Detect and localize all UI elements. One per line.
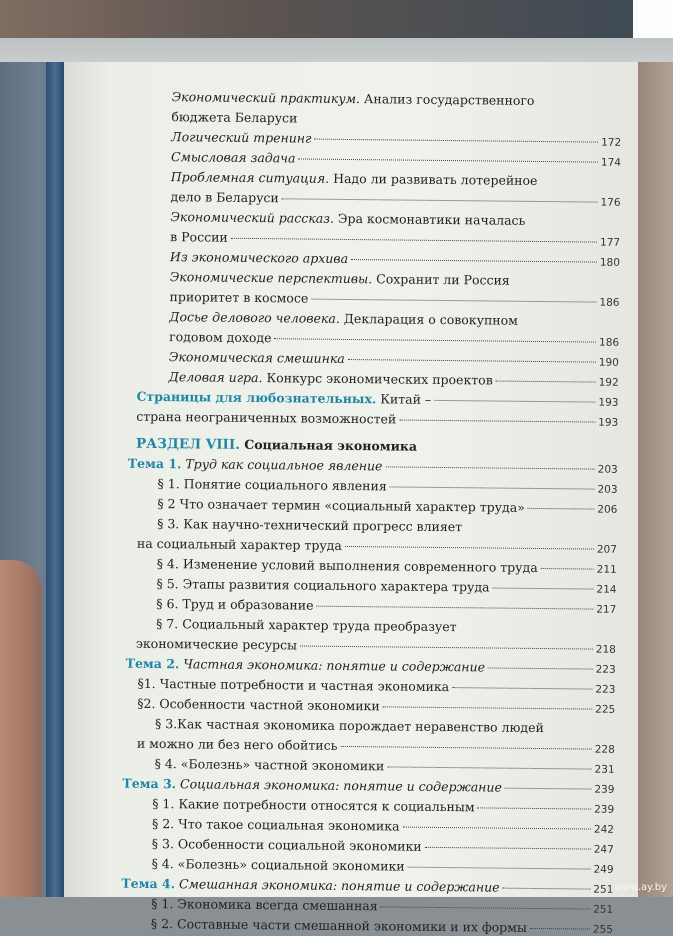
toc-entry [170, 269, 510, 288]
background-photo-band [0, 0, 633, 38]
toc-entry-title [157, 516, 462, 534]
toc-entry-text: § 2 Что означает термин «социальный характер труда» [157, 496, 525, 515]
toc-entry [136, 389, 618, 409]
page-number: 211 [597, 564, 617, 576]
leader-dots [317, 606, 594, 610]
page-number: 174 [601, 157, 621, 169]
page-number: 239 [594, 804, 614, 816]
leader-dots [496, 381, 596, 383]
leader-dots [381, 906, 590, 909]
toc-entry-text: §1. Частные потребности и частная экономика [137, 676, 449, 694]
leader-dots [528, 508, 594, 510]
page-number: 203 [597, 484, 617, 496]
toc-entry [169, 369, 619, 389]
leader-dots [403, 827, 591, 830]
toc-entry-title [169, 369, 493, 387]
toc-entry [152, 816, 614, 836]
toc-entry [152, 856, 614, 876]
toc-entry-title [171, 189, 279, 205]
background-white-corner [633, 0, 673, 38]
toc-entry-title [156, 616, 457, 634]
toc-entry-text: § 3. Особенности социальной экономики [152, 836, 422, 854]
leader-dots [452, 687, 592, 689]
toc-entry-lead: Смысловая задача [171, 149, 296, 165]
toc-entry-title [169, 349, 345, 366]
toc-entry-title [126, 656, 485, 675]
toc-entry [157, 496, 617, 516]
toc-entry [136, 409, 618, 429]
page-number: 186 [599, 337, 619, 349]
toc-entry-text: Частная экономика: понятие и содержание [179, 656, 485, 674]
toc-entry-text: Социальная экономика: понятие и содержание [176, 776, 502, 794]
watermark: www.ay.by [614, 882, 667, 893]
toc-entry-title [151, 916, 527, 935]
toc-entry-text: § 1. Какие потребности относятся к социальным [152, 796, 475, 814]
toc-entry [171, 129, 621, 149]
toc-entry-text: Китай – [376, 391, 431, 407]
page-number: 223 [595, 684, 615, 696]
toc-entry [169, 349, 619, 369]
toc-entry [158, 476, 618, 496]
toc-entry-text: Эра космонавтики началась [334, 211, 526, 228]
page-number: 251 [593, 904, 613, 916]
toc-entry-title [171, 109, 297, 125]
toc-entry-text: § 3.Как частная экономика порождает неравенство людей [155, 716, 544, 735]
toc-entry-title [136, 409, 396, 427]
toc-entry-title [137, 676, 449, 694]
leader-dots [345, 546, 594, 550]
leader-dots [298, 158, 597, 162]
toc-entry-text: Анализ государственного [360, 91, 535, 108]
leader-dots [387, 766, 591, 769]
toc-entry-title [171, 149, 296, 165]
toc-entry-text: §2. Особенности частной экономики [137, 696, 380, 714]
toc-entry-title [137, 696, 380, 714]
toc-entry [137, 736, 615, 756]
leader-dots [340, 746, 591, 750]
toc-entry-text: бюджета Беларуси [171, 109, 297, 125]
toc-entry [171, 109, 297, 125]
toc-entry-text: и можно ли без него обойтись [137, 736, 338, 753]
leader-dots [311, 299, 596, 303]
page-number: 228 [595, 744, 615, 756]
toc-entry [151, 896, 613, 916]
toc-entry-title [152, 796, 475, 814]
toc-entry [121, 876, 613, 896]
toc-entry [136, 436, 417, 455]
toc-entry [157, 556, 617, 576]
toc-entry-text: Надо ли развивать лотерейное [329, 171, 538, 188]
page-number: 218 [596, 644, 616, 656]
thumb-shape [0, 560, 42, 897]
toc-entry [128, 456, 618, 476]
toc-entry-text: § 6. Труд и образование [156, 596, 313, 613]
toc-entry [136, 636, 616, 656]
leader-dots [434, 400, 595, 403]
toc-entry-title [169, 329, 272, 345]
page-number: 214 [596, 584, 616, 596]
toc-entry-lead: Тема 4. [121, 876, 175, 892]
page-number: 186 [599, 297, 619, 309]
page-number: 176 [600, 197, 620, 209]
toc-entry-title [157, 556, 538, 575]
page-number: 255 [593, 924, 613, 936]
page-number: 217 [596, 604, 616, 616]
page-number: 177 [600, 237, 620, 249]
toc-entry-text: Конкурс экономических проектов [262, 370, 492, 387]
toc-entry-title [121, 876, 499, 895]
toc-entry-lead: Из экономического архива [170, 249, 348, 266]
page-number: 172 [601, 137, 621, 149]
leader-dots [478, 807, 592, 809]
toc-entry [169, 329, 619, 349]
toc-entry [157, 516, 462, 534]
toc-entry-text: дело в Беларуси [171, 189, 279, 205]
toc-entry-text: § 7. Социальный характер труда преобразует [156, 616, 457, 634]
toc-entry [151, 916, 613, 936]
toc-entry [137, 696, 615, 716]
background-top [0, 0, 673, 62]
toc-entry-text: страна неограниченных возможностей [136, 409, 396, 427]
leader-dots [399, 420, 595, 423]
toc-entry [156, 616, 457, 634]
leader-dots [385, 466, 594, 469]
toc-entry [169, 309, 518, 328]
page-number: 225 [595, 704, 615, 716]
toc-entry-lead: Экономический практикум. [172, 89, 361, 106]
toc-entry-text: § 4. «Болезнь» частной экономики [155, 756, 385, 773]
toc-entry-title [136, 436, 417, 455]
toc-entry-text: § 3. Как научно-технический прогресс влияет [157, 516, 462, 534]
toc-entry-lead: Досье делового человека. [169, 309, 340, 326]
page-number: 192 [599, 377, 619, 389]
toc-entry-title [158, 476, 387, 493]
page-number: 247 [594, 844, 614, 856]
page-number: 207 [597, 544, 617, 556]
toc-entry-title [152, 856, 405, 874]
leader-dots [541, 568, 594, 570]
toc-entry-text: § 4. Изменение условий выполнения современного труда [157, 556, 538, 575]
toc-entry-text: § 4. «Болезнь» социальной экономики [152, 856, 405, 874]
toc-entry-title [152, 816, 400, 834]
toc-entry [122, 776, 614, 796]
toc-entry [171, 189, 621, 209]
leader-dots [425, 847, 591, 850]
toc-entry-text: § 2. Что такое социальная экономика [152, 816, 400, 834]
leader-dots [492, 588, 593, 590]
page-number: 180 [600, 257, 620, 269]
toc-entry-title [170, 229, 228, 245]
leader-dots [503, 888, 591, 890]
toc-entry-lead: Тема 3. [122, 776, 176, 792]
toc-entry-title [155, 756, 385, 773]
toc-entry-text: в России [170, 229, 228, 245]
toc-entry-text: Труд как социальное явление [181, 456, 382, 473]
toc-entry [152, 836, 614, 856]
toc-entry [152, 796, 614, 816]
toc-entry [170, 229, 620, 249]
page-number: 206 [597, 504, 617, 516]
background-right [636, 62, 673, 897]
table-of-contents [55, 62, 638, 903]
leader-dots [390, 486, 595, 489]
toc-entry-title [156, 576, 489, 594]
toc-entry-lead: Экономический рассказ. [170, 209, 334, 226]
toc-entry [155, 716, 544, 735]
leader-dots [300, 646, 593, 650]
toc-entry [156, 576, 616, 596]
toc-entry-title [170, 269, 510, 288]
toc-entry-title [169, 289, 308, 305]
toc-entry-title [136, 636, 297, 653]
toc-entry-title [157, 496, 525, 515]
page-number: 203 [598, 464, 618, 476]
toc-entry-lead: Экономические перспективы. [170, 269, 373, 286]
toc-entry-lead: РАЗДЕЛ VIII. [136, 436, 240, 453]
toc-entry-title [170, 249, 348, 266]
leader-dots [408, 867, 591, 870]
toc-entry-lead: Тема 2. [126, 656, 180, 672]
toc-entry-text: § 2. Составные части смешанной экономики и их формы [151, 916, 527, 935]
book-page [64, 62, 638, 897]
toc-entry [137, 536, 617, 556]
toc-entry-title [128, 456, 383, 474]
toc-entry-lead: Тема 1. [128, 456, 182, 472]
toc-entry-title [151, 896, 378, 913]
leader-dots [314, 139, 598, 143]
toc-entry-text: Социальная экономика [240, 437, 417, 454]
page-number: 249 [593, 864, 613, 876]
toc-entry-title [137, 536, 342, 553]
toc-entry-text: Смешанная экономика: понятие и содержание [175, 876, 500, 894]
page-number: 193 [598, 397, 618, 409]
toc-entry-text: § 1. Понятие социального явления [158, 476, 387, 493]
toc-entry-text: § 5. Этапы развития социального характера труда [156, 576, 489, 594]
toc-entry-title [171, 169, 538, 188]
leader-dots [488, 667, 593, 669]
leader-dots [530, 928, 590, 930]
toc-entry [170, 249, 620, 269]
toc-entry [156, 596, 616, 616]
toc-entry-text: экономические ресурсы [136, 636, 297, 653]
toc-entry-text: Декларация о совокупном [340, 311, 518, 328]
toc-entry [137, 676, 615, 696]
page-number: 223 [596, 664, 616, 676]
page-number: 231 [595, 764, 615, 776]
leader-dots [282, 198, 598, 202]
page-number: 193 [598, 417, 618, 429]
toc-entry-text: приоритет в космосе [169, 289, 308, 305]
toc-entry-lead: Проблемная ситуация. [171, 169, 329, 186]
toc-entry-text: годовом доходе [169, 329, 272, 345]
toc-entry-title [156, 596, 313, 613]
page-number: 242 [594, 824, 614, 836]
toc-entry-lead: Экономическая смешинка [169, 349, 345, 366]
toc-entry [126, 656, 616, 676]
toc-entry-title [137, 736, 338, 753]
toc-entry-title [172, 89, 535, 108]
toc-entry-title [155, 716, 544, 735]
page-number: 190 [599, 357, 619, 369]
leader-dots [383, 706, 592, 709]
toc-entry-lead: Страницы для любознательных. [136, 389, 376, 407]
toc-entry-lead: Деловая игра. [169, 369, 263, 385]
leader-dots [231, 238, 597, 243]
toc-entry-text: Сохранит ли Россия [372, 271, 510, 287]
leader-dots [505, 788, 591, 790]
toc-entry [155, 756, 615, 776]
toc-entry-title [122, 776, 502, 795]
toc-entry-title [152, 836, 422, 854]
toc-entry-text: на социальный характер труда [137, 536, 342, 553]
toc-entry [171, 149, 621, 169]
leader-dots [275, 338, 596, 342]
toc-entry-text: § 1. Экономика всегда смешанная [151, 896, 378, 913]
leader-dots [351, 259, 597, 263]
toc-entry-title [169, 309, 518, 328]
toc-entry-title [171, 129, 311, 145]
page-number: 239 [594, 784, 614, 796]
page-number: 251 [593, 884, 613, 896]
toc-entry-lead: Логический тренинг [171, 129, 311, 145]
toc-entry [171, 169, 538, 188]
leader-dots [348, 359, 596, 363]
toc-entry-title [170, 209, 525, 228]
toc-entry-title [136, 389, 431, 407]
toc-entry [170, 209, 525, 228]
toc-entry [172, 89, 535, 108]
toc-entry [169, 289, 619, 309]
